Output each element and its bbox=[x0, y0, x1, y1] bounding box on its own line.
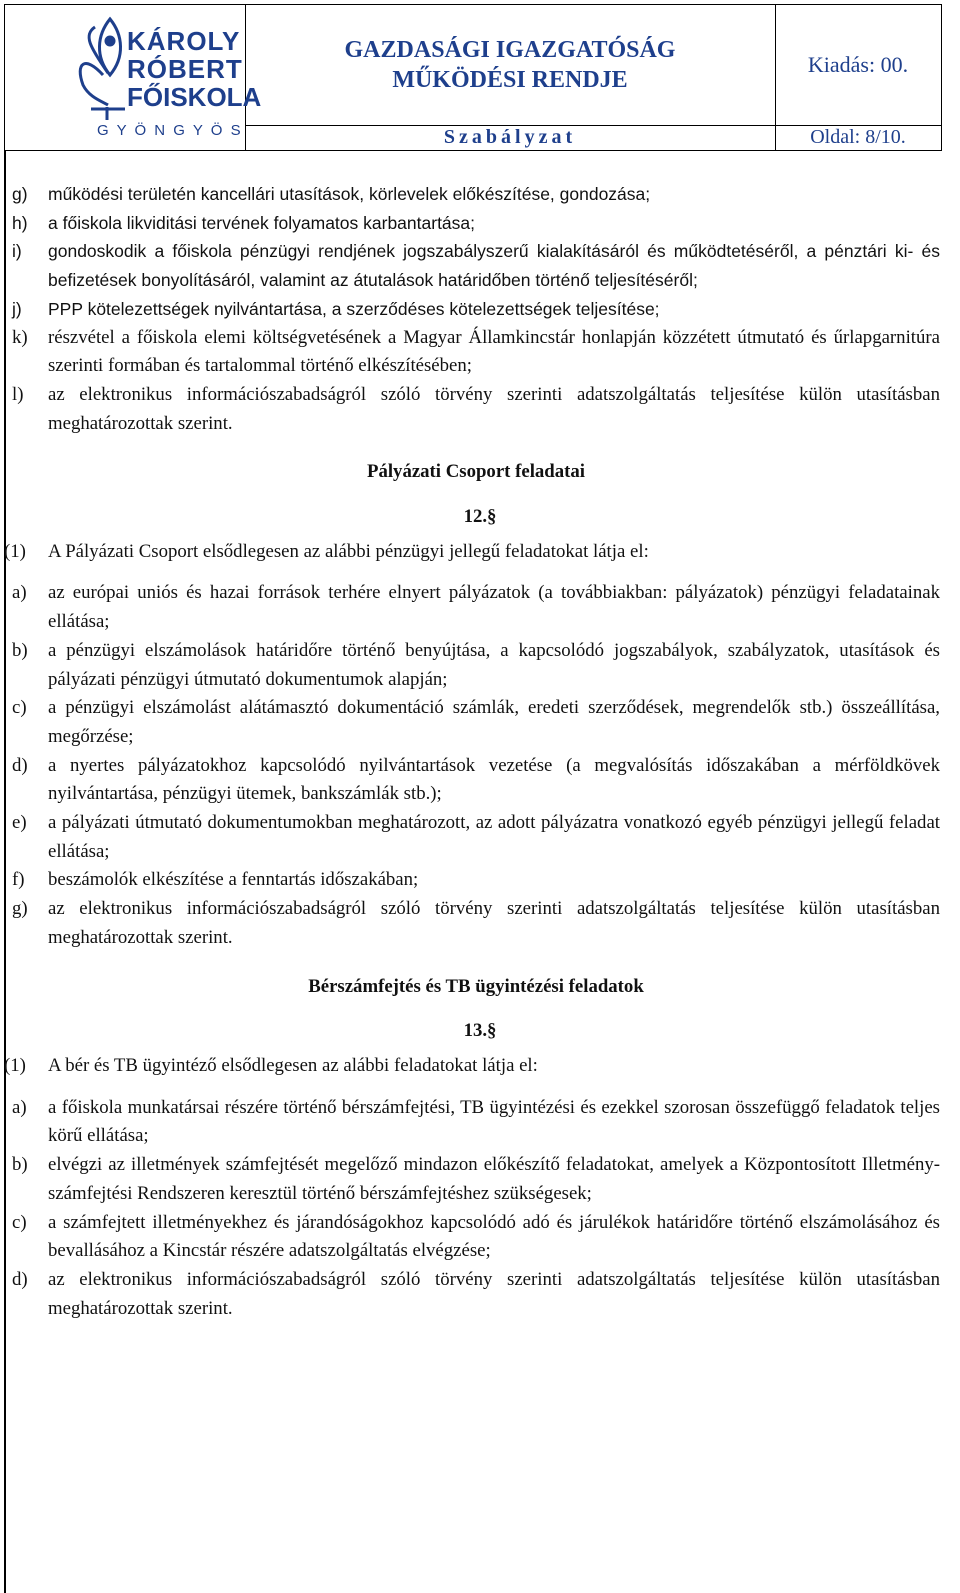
list-item bbox=[12, 579, 940, 636]
document-header bbox=[4, 4, 942, 151]
list-item-label: a) bbox=[12, 1096, 27, 1118]
document-body bbox=[4, 180, 940, 1323]
list-item bbox=[12, 694, 940, 751]
page-left-border bbox=[4, 150, 6, 1593]
section-list-1b bbox=[12, 324, 940, 439]
intro-label: (1) bbox=[4, 540, 26, 562]
list-item-label: d) bbox=[12, 1268, 28, 1290]
logo-line-2: RÓBERT bbox=[127, 54, 243, 84]
logo-cell bbox=[5, 5, 262, 150]
list-item-text: a főiskola munkatársai részére történő bérszámfejtési, TB ügyintézési és ezekkel szorosan összefüggő feladatok teljes körű ellátása; bbox=[48, 1096, 940, 1147]
list-item bbox=[12, 295, 940, 324]
section-list-1 bbox=[12, 180, 940, 324]
list-item-text: gondoskodik a főiskola pénzügyi rendjének jogszabályszerű kialakításáról és működtetéséről, a pénztári ki- és befizetések bonyolításáról, valamint az átutalások határidőben történő teljesítéséről; bbox=[48, 241, 940, 291]
section-list-3 bbox=[12, 1094, 940, 1324]
page-number: Oldal: 8/10. bbox=[810, 126, 906, 148]
section-number: 13.§ bbox=[463, 1020, 497, 1042]
doc-type-label: Szabályzat bbox=[245, 125, 776, 150]
list-item bbox=[12, 895, 940, 952]
section-list-2 bbox=[12, 579, 940, 952]
university-logo bbox=[5, 5, 262, 150]
section-heading: Pályázati Csoport feladatai bbox=[366, 461, 586, 483]
doc-title-line-2: MŰKÖDÉSI RENDJE bbox=[392, 67, 628, 93]
list-item-label: k) bbox=[12, 326, 28, 348]
list-item-text: a pályázati útmutató dokumentumokban meghatározott, az adott pályázatra vonatkozó egyéb pénzügyi jellegű feladat ellátása; bbox=[48, 812, 940, 862]
list-item-text: működési területén kancellári utasítások, körlevelek előkészítése, gondozása; bbox=[48, 184, 651, 204]
section-intro bbox=[4, 538, 940, 567]
list-item-text: elvégzi az illetmények számfejtését megelőző mindazon előkészítő feladatokat, amelyek a Központosított Illetmény-számfejtési Rendszeren keresztül történő bérszámfejtéshez szükségesek; bbox=[48, 1154, 940, 1204]
list-item-label: g) bbox=[12, 898, 28, 920]
list-item bbox=[12, 1209, 940, 1266]
logo-line-1: KÁROLY bbox=[127, 26, 241, 56]
list-item-text: a nyertes pályázatokhoz kapcsolódó nyilvántartások vezetése (a megvalósítás időszakában a mérföldkövek nyilvántartása, pénzügyi ütemek, bankszámlák stb.); bbox=[48, 754, 940, 805]
list-item-label: b) bbox=[12, 1154, 28, 1176]
list-item-text: PPP kötelezettségek nyilvántartása, a szerződéses kötelezettségek teljesítése; bbox=[48, 298, 660, 319]
list-item-text: a pénzügyi elszámolást alátámasztó dokumentáció számlák, eredeti szerződések, megrendelők stb.) összeállítása, megőrzése; bbox=[48, 697, 940, 747]
list-item-text: részvétel a főiskola elemi költségvetésének a Magyar Államkincstár honlapján közzétett útmutató és űrlapgarnitúra szerinti formában és tartalommal történő elkészítésében; bbox=[48, 326, 940, 377]
list-item-text: az európai uniós és hazai források terhére elnyert pályázatok (a továbbiakban: pályázatok) pénzügyi feladatainak ellátása; bbox=[48, 582, 940, 633]
list-item-label: f) bbox=[12, 869, 25, 891]
logo-line-3: FŐISKOLA bbox=[127, 82, 262, 112]
intro-label: (1) bbox=[4, 1054, 26, 1076]
doc-title-line-1: GAZDASÁGI IGAZGATÓSÁG bbox=[344, 37, 676, 63]
list-item-text: a főiskola likviditási tervének folyamatos karbantartása; bbox=[48, 212, 476, 233]
list-item-text: az elektronikus információszabadságról szóló törvény szerinti adatszolgáltatás teljesítése külön utasításban meghatározottak szerint. bbox=[48, 1268, 940, 1319]
list-item bbox=[12, 180, 940, 209]
intro-text: A bér és TB ügyintéző elsődlegesen az alábbi feladatokat látja el: bbox=[48, 1054, 538, 1076]
list-item bbox=[12, 1266, 940, 1323]
list-item-label: g) bbox=[12, 184, 28, 204]
list-item-text: a számfejtett illetményekhez és járandóságokhoz kapcsolódó adó és járulékok határidőre történő elszámolásához és bevallásához a Kincstár részére adatszolgáltatás elvégzése; bbox=[48, 1211, 940, 1262]
list-item-label: j) bbox=[12, 298, 22, 319]
list-item-text: a pénzügyi elszámolások határidőre történő benyújtása, a kapcsolódó jogszabályok, szabályzatok, utasítások és pályázati pénzügyi útmutató dokumentumok alapján; bbox=[48, 639, 940, 690]
list-item bbox=[12, 324, 940, 381]
fleur-de-lis-icon bbox=[80, 19, 125, 120]
list-item-text: beszámolók elkészítése a fenntartás időszakában; bbox=[48, 869, 419, 891]
list-item bbox=[12, 1151, 940, 1208]
list-item-text: az elektronikus információszabadságról szóló törvény szerinti adatszolgáltatás teljesítése külön utasításban meghatározottak szerint. bbox=[48, 898, 940, 948]
list-item-label: b) bbox=[12, 639, 28, 661]
list-item bbox=[12, 809, 940, 866]
list-item bbox=[12, 237, 940, 294]
list-item-label: c) bbox=[12, 697, 27, 719]
list-item-label: d) bbox=[12, 754, 28, 776]
section-heading: Bérszámfejtés és TB ügyintézési feladatok bbox=[308, 975, 644, 997]
title-cell bbox=[245, 5, 776, 126]
list-item-label: l) bbox=[12, 383, 24, 405]
list-item-label: i) bbox=[12, 241, 22, 262]
list-item bbox=[12, 381, 940, 438]
list-item-label: h) bbox=[12, 212, 28, 233]
list-item-label: c) bbox=[12, 1211, 27, 1233]
list-item bbox=[12, 1094, 940, 1151]
list-item-text: az elektronikus információszabadságról szóló törvény szerinti adatszolgáltatás teljesítése külön utasításban meghatározottak szerint. bbox=[48, 383, 940, 434]
edition-label: Kiadás: 00. bbox=[775, 5, 941, 126]
list-item-label: e) bbox=[12, 812, 27, 834]
list-item-label: a) bbox=[12, 582, 27, 604]
intro-text: A Pályázati Csoport elsődlegesen az alábbi pénzügyi jellegű feladatokat látja el: bbox=[48, 540, 649, 562]
list-item bbox=[12, 209, 940, 238]
list-item bbox=[12, 866, 940, 895]
list-item bbox=[12, 637, 940, 694]
logo-city: G Y Ö N G Y Ö S bbox=[97, 122, 243, 139]
list-item bbox=[12, 752, 940, 809]
section-number: 12.§ bbox=[463, 506, 497, 528]
section-intro bbox=[4, 1052, 940, 1081]
